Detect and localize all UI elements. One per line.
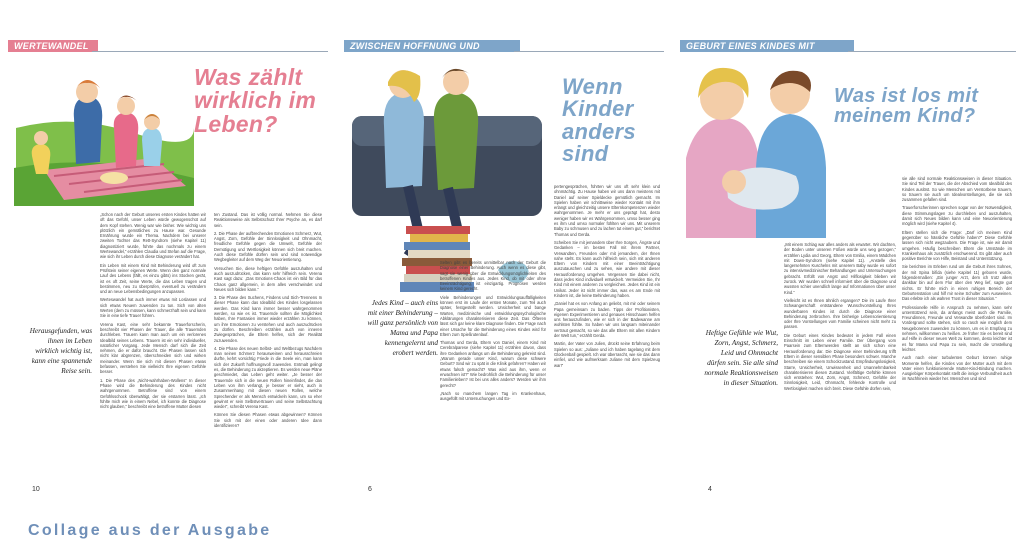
quote-line: kann eine spannende <box>31 357 92 365</box>
paragraph: Professionelle Hilfe in Anspruch zu nehmen, kann sehr unterstützend sein, da anfangs meist auch die Familie, Freundinnen, Freunde und Verwandte überfordert sind. Im Vordergrund sollte stehen, sich so rasch wie möglich dem Neugeborenen zuwenden zu können, um es in Empfang zu nehmen, willkommen zu heißen. Je früher Sie es bereit sind auf Hilfe in dieser neuen Welt zu kommen, desto leichter ist es für Mama und Papa zu sein, macht die Umstellung leichter. <box>902 304 1012 352</box>
quote-line: kennengelernt und <box>384 339 438 347</box>
collage-caption: Collage aus der Ausgabe <box>28 522 272 539</box>
section-tag: ZWISCHEN HOFFNUNG UND UNGEWISSHEIT <box>344 40 520 52</box>
section-tag: GEBURT EINES KINDES MIT <box>680 40 854 52</box>
page-headline <box>834 86 978 127</box>
paragraph: „Nach so manchem langen Tag im Krankenhaus, ausgefüllt mit Untersuchungen und Ex- <box>440 390 546 402</box>
paragraph: Versuchen Sie, diese heftigen Gefühle auszuhalten und auch auszudrücken, das kann sehr hilfreich sein. Verena Kast sagt dazu: „Das Emotions-Chaos ist ein Bild für das Chaos ganz allgemein, in dem alles verschwindet und Neues sich bilden kann.“ <box>214 265 322 292</box>
quote-line: dürfen sein. Sie alle sind <box>707 359 778 367</box>
quote-line: Reise sein. <box>61 367 92 375</box>
quote-line: mit einer Behinderung – <box>367 309 438 317</box>
paragraph: Die Geburt eines Kindes bedeutet in jedem Fall einen Einschnitt im Leben einer Familie. Der Übergang vom Paarsein zum Elternwerden stellt an sich schon eine Herausforderung dar. Die Diagnose einer Behinderung trifft Eltern in dieser sensiblen Phase besonders schwer. Manche beschreiben sie einem Schockzustand. Empfindungslosigkeit, Starre, Unsicherheit, Unwissenheit und Unannehmbarkeit charakterisieren diesen Zustand. Vielfältige Gefühle können sich entstehen: Wut, Zorn, Angst, Schmerz, Gefühle der Sinnlosigkeit, Leid, Ohnmacht, fehlende Kontrolle und Wertlosigkeit machen sich breit. Diese Gefühle dürfen sein, <box>784 332 896 391</box>
paragraph: Scheiben Sie mit jemandem über Ihre Sorgen, Ängste und Gedanken – im besten Fall mit ihrem Partner, Verwandten, Freunden oder mit jemandem, der Ihnen nahe steht. Es kann auch hilfreich sein, sich mit anderen Eltern von Kindern mit einer Beeinträchtigung auszutauschen und zu sehen, wie andere mit dieser Herausforderung umgehen. Vergessen Sie dabei nicht, dass jedes Kind individuell entwickelt. Vermeiden Sie, Ihr Kind mit einem anderen zu vergleichen. Jedes Kind ist ein Unikat. Jeder ist nicht immer das, was es am Ende mit Kindern ist, die keine Behinderung haben. <box>554 239 660 298</box>
page-headline <box>562 76 636 166</box>
quote-line: normale Reaktionsweisen <box>704 369 778 377</box>
quote-line: Mama und Papa <box>390 329 438 337</box>
paragraph: Selten gibt es bereits unmittelbar nach der Geburt die Diagnose einer Behinderung. Auch wenn es diese gibt, sagt sie wenig über die Entwicklungsmöglichkeiten des betroffenen Kindes aus. Jedes Kind, ob mit oder ohne Beeinträchtigung, ist einzigartig. Prognosen werden keinem Kind gerecht. <box>440 260 546 292</box>
section-tag: WERTEWANDEL <box>8 40 98 52</box>
quote-line: erobert werden. <box>392 349 438 357</box>
quote-line: Herausgefunden, was <box>29 327 92 335</box>
paragraph: Auch nach einer turbulenten Geburt können ruhige Momente helfen, die Kindes von der Mutter auch mit dem Vater einen funktionierende Mutter-Kind-Bindung machen. Ausgiebiger Körperkontakt stellt die innige Verbundheit auch im Nachhinein wieder her. Menschen und sind <box>902 355 1012 382</box>
paragraph: pertengesprächen, führten wir uns oft sehr klein und ohnmächtig. Zu Hause haben wir uns dann meistens mit Daniel auf seiner Spieldecke gemütlich gemacht. Im Spielen haben wir schrittweise wieder Kontakt mit ihm erlangt und gleichzeitig unsere Elternkompetenzen wieder wahrgenommen. Je mehr er uns geprägt hat, desto weniger haben wir es Wahrgenommen, umso besser ging es ihm und umso normaler fühlten wir uns. Mit unserem Baby zu schmusen und zu lachen tut einem gut,“ berichtet Thomas und Gerda. <box>554 184 660 237</box>
paragraph: Sie berichten im Erleben rund um die Geburt ihres Sohnes, der mit Spina bifida (siehe Kapitel 11) geboren wurde, folgendermaßen: „Ein junger Arzt, dem ich trotz allem dankbar bin auf dem Flur über den Weg lief, sagte gut nichts. Er führte mich in einen ruhigen Bereich der Geburtenstation und hilf mir seine Schulter zum Ausweinen. Das erlebte ich als wahren Trost in dieser Situation.“ <box>902 264 1012 302</box>
pull-quote <box>682 328 778 388</box>
paragraph: 2. Die Phase der aufbrechenden Emotionen Schmerz, Wut, Angst, Zorn, Gefühle der Sinnlosigkeit und Ohnmacht, freudliche Gefühle gegen die Umwelt, Gefühle der Demütigung und Wertlosigkeit können sich breit machen. Auch diese Gefühle dürfen sein und sind notwendige Wegbegleiter auf dem Weg der Neuorientierung. <box>214 230 322 263</box>
quote-line: in dieser Situation. <box>723 379 778 387</box>
paragraph: Viele Behinderungen und Entwicklungsauffälligkeiten können erst im Laufe der ersten Monate, zum Teil auch später, festgestellt werden. Unsicherheit und bange Warten, medizinische und entwicklungspsychologische Abklärungen charakterisieren diese Zeit. Das Öfteren lässt sich gar keine klare Diagnose finden. Die Frage nach einer Ursache für die Behinderung eines Kindes wird für Eltern zum Spießrutenlauf. <box>440 294 546 337</box>
paragraph: „Mit einem Schlag war alles anders als erwartet. Wir dachten, der Boden unter unseren Füßen würde uns weg gezogen,“ erzählen Lydia und Georg, Eltern von Emilia, einem Mädchen mit Down-Syndrom (siehe Kapitel 11). „Anstelle des langersehnten Kuschelns mit unserem Baby wurde es sofort zu intensivmedizinischer Behandlungen und Untersuchungen gebracht. Erfüllt von Angst und Hilflosigkeit blieben wir zurück. Wir wurden schnell informiert über die Diagnose und wussten schier unendlich lange auf Informationen über unser Kind.“ <box>784 242 896 295</box>
quote-line: Leid und Ohnmacht <box>720 349 778 357</box>
headline-line: meinem Kind? <box>834 105 976 128</box>
headline-line: Was ist los mit <box>834 85 979 107</box>
headline-line: Kinder <box>562 96 634 122</box>
body-column-2 <box>902 176 1012 496</box>
paragraph: 1. Die Phase des „Nicht-wahrhaben-Wollens“ In dieser Phase wird die Behinderung des Kindes nicht wahrgenommen. Betroffene sind von einem Gefühlsschock überwältigt, der sie erstarren lässt. „Ich fühlte mich wie in einem Nebel, ich konnte die Diagnose nicht glauben,“ beschreibt eine betroffene Mutter diesen <box>100 377 206 410</box>
body-column-2 <box>554 184 660 496</box>
body-column-1 <box>784 242 896 496</box>
paragraph: Können Sie diesen Phasen etwas abgewinnen? Können Sie sich mit der einen oder anderen Idee dann identifizieren? <box>214 412 322 428</box>
paragraph: „Schon nach der Geburt unseres ersten Kindes hatten wir oft das Gefühl, unser Leben würde gewogenschüt auf dem Kopf stehen. Wenig war wie bisher. Wie wichtig uns plötzlich ein gemütliches zu Hause war. Gesunde Ernährung wurde ein Thema. Nachdem bei unserer zweiten Tochter das Rett-Syndrom (siehe Kapitel 11) diagnostiziert wurde, führte das nochmals zu einem Wertewandel,“ erzählen Claudia und Stefan auf die Frage, wie sich ihr Leben durch diese Diagnose verändert hat. <box>100 212 206 260</box>
paragraph: sie alle sind normale Reaktionsweisen in dieser Situation. Sie sind Teil der Trauer, die der Abschied vom Idealbild des Kindes auslöst. So wie Menschen um Verstorbene trauern, so trauern sie auch um Idealvorstellungen, die sie sich zusammen gefallen sind. <box>902 176 1012 203</box>
spread-page-wertewandel <box>8 36 328 504</box>
quote-line: Heftige Gefühle wie Wut, <box>705 329 778 337</box>
quote-line: Zorn, Angst, Schmerz, <box>714 339 778 347</box>
headline-line: Was zählt <box>194 64 303 90</box>
paragraph: Ein Leben mit einem Kind mit Behinderung wird oft zum Prüfstein seiner eigenen Werte. Wenn den ganz normale Lauf des Lebens (fällt, es einzu gibts) ins Stocken gerät, ist es oft Zeit, seine Werte, die das Leben tragen und bestimmen, neu zu überprüfen, eventuell zu verändern und an neue Lebensbedingungen anzupassen. <box>100 262 206 295</box>
paragraph: Martin, der Vater von Julien, drückt seine Erfahrung beim Spielen so aus: „Juliane und ich haben tagelang mit dem Glockenball gespielt. Ich war überrascht, wie sie das dann einfiel, und wie aufmerksam Juliane mit dem Spielzeug war!“ <box>554 341 660 368</box>
paragraph: Verena Kast, eine sehr bekannte Trauerforscherin, beschreibt vier Phasen der Trauer, die alle Trauernden durchleben. Trauern kann man auch um ein verlorenes Idealbild seines Lebens. Trauern ist ein sehr individueller, natürlicher Vorgang. Jede Mensch darf sich die Zeit nehmen, die er dafür braucht. Die Phasen lassen sich nicht klar abgrenzen, überschneiden sich und wirken meinander. Wenn Sie sich mit diesen Phasen etwas befassen, verstehen Sie vielleicht Ihre eigenen Gefühle besser. <box>100 321 206 375</box>
spread-page-hoffnung <box>344 36 664 504</box>
paragraph: ten Zustand. Das ist völlig normal. Nehmen Sie diese Reaktionsweise als Selbstschutz Ihrer Psyche an, es darf sein. <box>214 212 322 228</box>
header-rule <box>92 51 328 52</box>
headline-line: Leben? <box>194 110 278 137</box>
paragraph: Eltern stellen sich die Frage: „Darf ich meinem Kind gegenüber so hässliche Gefühle haben?“ Diese Gefühle lassen sich nicht wegzaubern. Die Frage ist, wie wir damit umgehen. Häufig beschreiben Eltern die Umstände im Krankenhaus als zusätzlich erschwerend. Es gibt aber auch positive Berichte von Hilfe, Beistand und Unterstützung. <box>902 229 1012 262</box>
quote-line: will ganz persönlich von <box>367 319 438 327</box>
headline-line: Wenn <box>562 74 623 99</box>
page-number: 6 <box>368 486 372 493</box>
pull-quote <box>12 326 92 376</box>
paragraph: Thomas und Gerda, Eltern von Daniel, einem Kind mit Cerebralparese (siehe Kapitel 11) erzählen davon, dass ihre Gedanken anfangs um die Behinderung gekreist sind. „Warum gerade unser Kind, warum diese schwere Geburt? Sind wir zu spät in die Klinik gefahren? Haben wir etwas falsch gemacht? Was wird aus ihm, wenn er erwachsen ist?“ Wie bedrohlich die Behinderung für unser Familienleben? Ist bei uns alles anders? Werden wir ihm gerecht? <box>440 340 546 388</box>
body-column-2 <box>214 212 322 496</box>
paragraph: „Daniel hat es von Anfang an geliebt, mit mir oder seinem Papa gemeinsam zu baden. Tipps der Profitionisten, eigenen Experimentieren und genaues Hinschauen helfen uns herauszufinden, wie er sich in der Badewanne am wohlsten fühlte. So haben wir uns langsam miteinander vertraut gemacht, so wie das alle Eltern mit allen Kindern der Welt tun,“ erzählt Gerda. <box>554 301 660 339</box>
header-rule <box>514 51 664 52</box>
page-number: 4 <box>708 486 712 493</box>
paragraph: Werteswandel hat auch immer etwas mit Loslassen und sich etwas Neuem zuwenden zu tun. Sich von alten Werten (dem zu müssen, kann schmerzhaft sein und kann Sie in eine tiefe Trauer führen. <box>100 297 206 319</box>
spread-page-geburt <box>680 36 1016 504</box>
quote-line: wirklich wichtig ist, <box>35 347 92 355</box>
page-number: 10 <box>32 486 40 493</box>
paragraph: 3. Die Phase des Suchens, Findens und Sich-Trennens In dieser Phase kann das Idealbild des Kindes losgelassen werden. Das Kind kann immer besser wahrgenommen werden, so wie es ist. Trauernde sollten die Möglichkeit haben, Ihre Fantasien immer wieder erzählen zu können, um ihre Emotionen zu verstehen und auch auszudrücken zu dürfen. Beschreiben erzählen auch von inneren Zwiegesprächen, die Eltern helfen, sich der Realität zuzuwenden. <box>214 295 322 343</box>
quote-line: ihnen im Leben <box>47 337 92 345</box>
quote-line: Jedes Kind – auch eins <box>371 299 438 307</box>
pull-quote <box>346 298 438 358</box>
page-headline <box>194 66 316 136</box>
parents-with-baby-illustration <box>686 58 836 238</box>
paragraph: 4. Die Phase des neuen Selbst- und Weltbezugs Nachdem man seinen Schmerz herausweinen und herausschreien durfte, kehrt vorsichtig Friede in die Seele ein, man kann sich der Zukunft hoffnungsvoll zuwenden. Entmalt gelingt es, die Behinderung zu akzeptieren. Es werden neue Pläne geschmiedet, das Leben geht weiter. „Je besser der Trauernde sich in die neuen Rollen hineinfindet, die das Leben von ihm verlangt, je besser er sieht, auch in Zusammenhang mit diesen neuen Rollen, welche Sprechender er als Mensch entwickeln kann, um so eher gewinnt er sein Selbstvertrauen und seine Selbstachtung wieder“, schreibt Verena Kast. <box>214 345 322 410</box>
paragraph: Trauerforscherinnen sprechen sogar von der Notwendigkeit, diese Stimmungslagen zu durchleben und auszuhalten, damit sich Neues bilden kann und eine Neuorientierung möglich wird (siehe Kapitel 4). <box>902 205 1012 227</box>
paragraph: Vielleicht ist es Ihnen ähnlich ergangen? Die im Laufe Ihrer Schwangerschaft entstandene Wunschvorstellung Ihres wunderbaren Kindes ist durch die Diagnose einer Behinderung zerbrochen. Ihre bisherige Lebensorientierung oder Ihre Vorstellungen vom Familie scheinen nicht mehr zu passen. <box>784 297 896 330</box>
headline-line: sind <box>562 141 609 167</box>
headline-line: anders <box>562 118 636 144</box>
body-column-1 <box>440 260 546 496</box>
header-rule <box>848 51 1016 52</box>
body-column-1 <box>100 212 206 496</box>
family-picnic-illustration <box>14 58 194 206</box>
headline-line: wirklich im <box>194 87 317 114</box>
